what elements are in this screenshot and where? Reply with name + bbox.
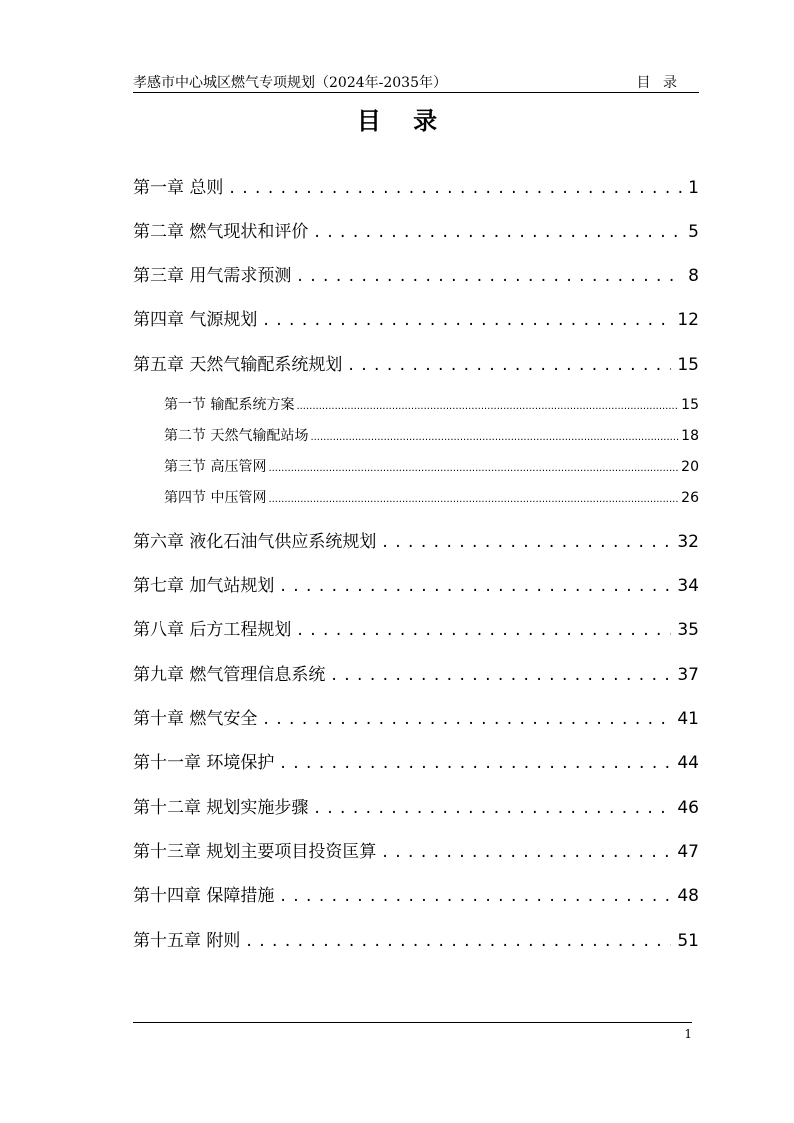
toc-entry-page: 34 bbox=[677, 576, 699, 596]
toc-entry[interactable] bbox=[133, 615, 699, 639]
toc-entry-label: 第三章 用气需求预测 bbox=[133, 266, 292, 286]
toc-subentry[interactable] bbox=[164, 487, 699, 507]
toc-entry-page: 8 bbox=[688, 266, 699, 286]
page-header bbox=[133, 70, 699, 93]
toc-subentry-label: 第四节 中压管网 bbox=[164, 490, 267, 506]
toc-subentry-page: 15 bbox=[681, 397, 699, 413]
toc-entry-label: 第一章 总则 bbox=[133, 178, 224, 198]
header-section-label: 目 录 bbox=[636, 75, 681, 91]
toc-entry-label: 第七章 加气站规划 bbox=[133, 576, 275, 596]
toc-entry-page: 44 bbox=[677, 753, 699, 773]
toc-subentry-label: 第二节 天然气输配站场 bbox=[164, 428, 309, 444]
toc-entry-page: 1 bbox=[688, 178, 699, 198]
toc-leader-dots bbox=[348, 355, 671, 375]
toc-leader-dots bbox=[331, 665, 671, 685]
toc-leader-dots bbox=[314, 222, 682, 242]
toc-entry-label: 第十一章 环境保护 bbox=[133, 753, 275, 773]
toc-subentry[interactable] bbox=[164, 394, 699, 414]
toc-leader-dots bbox=[382, 842, 671, 862]
toc-entry-page: 12 bbox=[677, 310, 699, 330]
toc-entry[interactable] bbox=[133, 748, 699, 772]
toc-entry[interactable] bbox=[133, 704, 699, 728]
toc-subentry-label: 第三节 高压管网 bbox=[164, 459, 267, 475]
toc-leader-dots bbox=[280, 753, 671, 773]
toc-leader-dots bbox=[296, 397, 679, 413]
toc-entry-page: 5 bbox=[688, 222, 699, 242]
toc-entry-page: 46 bbox=[677, 798, 699, 818]
toc-entry[interactable] bbox=[133, 571, 699, 595]
toc-entry-label: 第十二章 规划实施步骤 bbox=[133, 798, 309, 818]
toc-entry[interactable] bbox=[133, 350, 699, 374]
toc-entry-page: 35 bbox=[677, 620, 699, 640]
toc-entry-page: 41 bbox=[677, 709, 699, 729]
toc-entry-label: 第八章 后方工程规划 bbox=[133, 620, 292, 640]
toc-subentry-label: 第一节 输配系统方案 bbox=[164, 397, 295, 413]
toc-leader-dots bbox=[263, 709, 671, 729]
toc-subentry-page: 18 bbox=[681, 428, 699, 444]
toc-entry-label: 第九章 燃气管理信息系统 bbox=[133, 665, 326, 685]
toc-entry-page: 47 bbox=[677, 842, 699, 862]
footer-page-number: 1 bbox=[684, 1027, 692, 1041]
toc-leader-dots bbox=[280, 886, 671, 906]
toc-subentry[interactable] bbox=[164, 425, 699, 445]
toc-leader-dots bbox=[246, 931, 671, 951]
toc-leader-dots bbox=[229, 178, 682, 198]
toc-subentry-page: 26 bbox=[681, 490, 699, 506]
toc-entry-page: 48 bbox=[677, 886, 699, 906]
toc-entry-page: 32 bbox=[677, 532, 699, 552]
toc-leader-dots bbox=[310, 428, 679, 444]
toc-leader-dots bbox=[297, 266, 682, 286]
toc-leader-dots bbox=[382, 532, 671, 552]
toc-entry-page: 15 bbox=[677, 355, 699, 375]
toc-leader-dots bbox=[314, 798, 671, 818]
toc-entry-label: 第十五章 附则 bbox=[133, 931, 241, 951]
page-title: 目 录 bbox=[356, 107, 450, 135]
toc-entry[interactable] bbox=[133, 881, 699, 905]
toc-entry-label: 第十章 燃气安全 bbox=[133, 709, 258, 729]
toc-entry-label: 第十四章 保障措施 bbox=[133, 886, 275, 906]
toc-entry[interactable] bbox=[133, 926, 699, 950]
toc-entry-label: 第六章 液化石油气供应系统规划 bbox=[133, 532, 377, 552]
toc-entry-label: 第二章 燃气现状和评价 bbox=[133, 222, 309, 242]
toc-entry-page: 37 bbox=[677, 665, 699, 685]
toc-leader-dots bbox=[268, 490, 679, 506]
toc-leader-dots bbox=[263, 310, 671, 330]
toc-entry[interactable] bbox=[133, 261, 699, 285]
toc-entry[interactable] bbox=[133, 305, 699, 329]
page-footer bbox=[133, 1022, 692, 1041]
toc-entry-page: 51 bbox=[677, 931, 699, 951]
toc-entry[interactable] bbox=[133, 793, 699, 817]
toc-entry[interactable] bbox=[133, 527, 699, 551]
toc-subentry[interactable] bbox=[164, 456, 699, 476]
toc-subentry-page: 20 bbox=[681, 459, 699, 475]
toc-entry[interactable] bbox=[133, 837, 699, 861]
toc-entry-label: 第四章 气源规划 bbox=[133, 310, 258, 330]
toc-leader-dots bbox=[280, 576, 671, 596]
toc-entry[interactable] bbox=[133, 217, 699, 241]
toc-leader-dots bbox=[268, 459, 679, 475]
toc-entry[interactable] bbox=[133, 660, 699, 684]
toc-leader-dots bbox=[297, 620, 671, 640]
header-document-title: 孝感市中心城区燃气专项规划（2024年-2035年） bbox=[133, 75, 447, 91]
toc-entry[interactable] bbox=[133, 173, 699, 197]
toc-entry-label: 第五章 天然气输配系统规划 bbox=[133, 355, 343, 375]
toc-entry-label: 第十三章 规划主要项目投资匡算 bbox=[133, 842, 377, 862]
